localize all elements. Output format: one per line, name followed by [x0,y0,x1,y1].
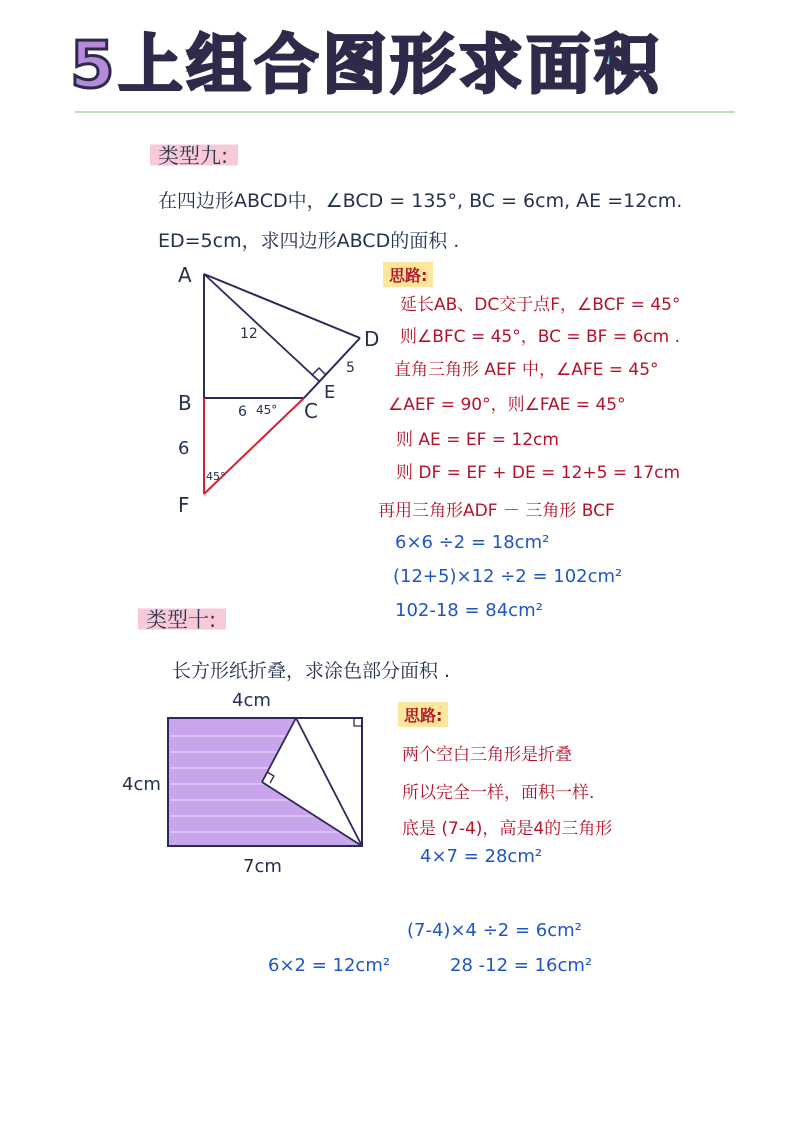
section9-hint-tag: 思路: [383,262,433,287]
label-d: D [364,327,380,351]
section9-step-4: ∠AEF = 90°，则∠FAE = 45° [388,395,626,415]
page-title [70,14,740,106]
section9-calc-1: 6×6 ÷2 = 18cm² [395,532,550,553]
title-part-task: 求面积 [458,29,663,103]
title-part-topic: 组合图形 [186,29,459,103]
label-ed-length: 5 [346,360,355,376]
label-e: E [324,382,336,403]
label-c: C [304,399,318,423]
rect-bottom-label: 7cm [243,856,282,877]
section9-step-7: 再用三角形ADF － 三角形 BCF [378,501,615,521]
section10-calc-1: 4×7 = 28cm² [420,846,543,867]
section9-step-2: 则∠BFC = 45°，BC = BF = 6cm . [400,327,681,347]
section9-calc-2: (12+5)×12 ÷2 = 102cm² [393,566,623,587]
section9-tag: 类型九: [150,140,238,170]
label-angle-f: 45° [206,470,226,483]
label-f: F [178,493,190,517]
section10-tag: 类型十: [138,604,226,634]
section9-step-6: 则 DF = EF + DE = 12+5 = 17cm [396,463,681,483]
folded-rectangle-diagram [166,716,366,850]
rect-top-label: 4cm [232,690,271,711]
title-underline [75,111,735,113]
section10-calc-3: 6×2 = 12cm² [268,955,391,976]
label-ae-length: 12 [240,326,258,342]
label-b: B [178,391,192,415]
section9-step-1: 延长AB、DC交于点F，∠BCF = 45° [400,295,681,315]
quadrilateral-diagram [160,258,390,518]
section10-calc-4: 28 -12 = 16cm² [450,955,593,976]
section10-step-1: 两个空白三角形是折叠 [402,745,572,765]
section9-step-3: 直角三角形 AEF 中，∠AFE = 45° [394,360,659,380]
section9-problem-line2: ED=5cm，求四边形ABCD的面积 . [158,230,460,252]
label-bf-length: 6 [178,438,190,459]
section10-step-3: 底是 (7-4)，高是4的三角形 [402,819,613,839]
edge-ad [204,274,360,338]
section10-calc-2: (7-4)×4 ÷2 = 6cm² [407,920,582,941]
rect-left-label: 4cm [122,774,161,795]
title-part-grade: 5上 [70,29,187,103]
right-angle-mark [312,368,326,375]
label-bc-length: 6 [238,404,247,420]
section9-problem-line1: 在四边形ABCD中，∠BCD = 135°, BC = 6cm, AE =12cm. [158,190,683,212]
segment-ae [204,274,320,382]
label-angle-c: 45° [256,403,278,417]
section9-calc-3: 102-18 = 84cm² [395,600,543,621]
label-a: A [178,263,192,287]
section10-step-2: 所以完全一样，面积一样. [402,783,595,803]
section10-hint-tag: 思路: [398,702,448,727]
section10-problem: 长方形纸折叠，求涂色部分面积 . [172,660,451,682]
section9-step-5: 则 AE = EF = 12cm [396,430,559,450]
